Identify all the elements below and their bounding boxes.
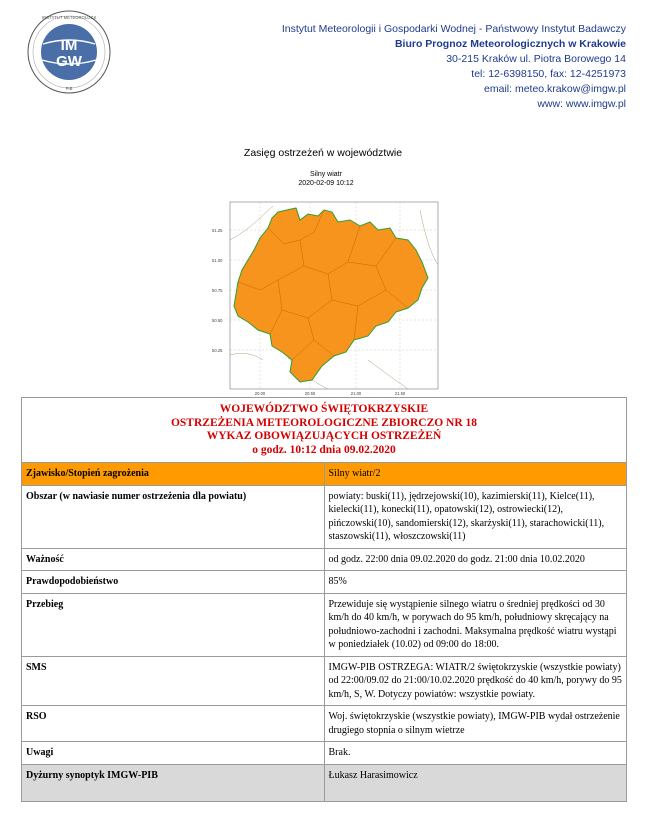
office-address: 30-215 Kraków ul. Piotra Borowego 14 [446, 53, 626, 65]
row-value: powiaty: buski(11), jędrzejowski(10), kazimierski(11), Kielce(11), kielecki(11), konecki(11), opatowski(12), ostrowiecki(12), pińczowski(10), sandomierski(12), skarżyski(11), starachowicki(11), staszowski(11), włoszczowski(11) [324, 485, 627, 548]
table-row [22, 463, 627, 486]
row-label: Dyżurny synoptyk IMGW-PIB [22, 764, 325, 801]
row-value: Przewiduje się wystąpienie silnego wiatru o średniej prędkości od 30 km/h do 40 km/h, w porywach do 95 km/h, południowy skręcający na południowo-zachodni i zachodni. Maksymalna prędkość wiatru wystąpi w poniedziałek (10.02) od 09:00 do 18:00. [324, 593, 627, 656]
row-value: od godz. 22:00 dnia 09.02.2020 do godz. 21:00 dnia 10.02.2020 [324, 548, 627, 571]
table-row [22, 485, 627, 548]
map-y-tick: 50.75 [212, 288, 223, 293]
map-y-tick: 51.00 [212, 258, 223, 263]
map-x-tick: 21.00 [350, 391, 362, 396]
row-value: Woj. świętokrzyskie (wszystkie powiaty), IMGW-PIB wydał ostrzeżenie drugiego stopnia o silnym wietrze [324, 706, 627, 742]
svg-text:GW: GW [56, 53, 82, 70]
warning-subtitle: WYKAZ OBOWIĄZUJĄCYCH OSTRZEŻEŃ [206, 430, 442, 442]
row-value: Łukasz Harasimowicz [324, 764, 627, 801]
row-value: Silny wiatr/2 [324, 463, 627, 486]
map-y-tick: 50.50 [212, 318, 223, 323]
row-label: Przebieg [22, 593, 325, 656]
map-graphic [208, 170, 444, 396]
row-label: Prawdopodobieństwo [22, 571, 325, 594]
row-value: 85% [324, 571, 627, 594]
warning-header-cell [22, 398, 627, 463]
table-row [22, 593, 627, 656]
table-row [22, 656, 627, 706]
row-label: Zjawisko/Stopień zagrożenia [22, 463, 325, 486]
map-y-ticks [212, 228, 223, 353]
svg-text:PIB: PIB [65, 86, 73, 91]
map-y-tick: 51.25 [212, 228, 223, 233]
office-name: Biuro Prognoz Meteorologicznych w Krakowie [394, 38, 626, 50]
table-row [22, 764, 627, 801]
institute-header [282, 22, 626, 112]
svg-text:IM: IM [60, 37, 78, 54]
row-value: Brak. [324, 742, 627, 765]
table-row [22, 548, 627, 571]
row-label: Uwagi [22, 742, 325, 765]
warning-title: OSTRZEŻENIA METEOROLOGICZNE ZBIORCZO NR 18 [170, 416, 478, 429]
warning-header-row [22, 398, 627, 463]
table-row [22, 571, 627, 594]
section-title: Zasięg ostrzeżeń w województwie [243, 147, 403, 159]
imgw-logo-graphic [27, 10, 111, 94]
row-label: SMS [22, 656, 325, 706]
imgw-logo [27, 10, 111, 94]
warning-time: o godz. 10:12 dnia 09.02.2020 [252, 443, 396, 456]
map-datetime: 2020-02-09 10:12 [298, 180, 354, 187]
map-x-tick: 20.00 [254, 391, 266, 396]
row-label: Ważność [22, 548, 325, 571]
svg-text:INSTYTUT METEOROLOGII: INSTYTUT METEOROLOGII [42, 15, 96, 20]
row-label: RSO [22, 706, 325, 742]
office-phone: tel: 12-6398150, fax: 12-4251973 [471, 68, 626, 80]
office-email[interactable]: email: meteo.krakow@imgw.pl [484, 83, 626, 95]
map-x-tick: 21.50 [394, 391, 406, 396]
map-x-tick: 20.50 [304, 391, 316, 396]
table-row [22, 742, 627, 765]
warning-table [21, 397, 627, 802]
office-www[interactable]: www: www.imgw.pl [537, 98, 626, 110]
map-x-ticks [255, 391, 406, 396]
row-label: Obszar (w nawiasie numer ostrzeżenia dla powiatu) [22, 485, 325, 548]
map-title: Silny wiatr [310, 171, 342, 178]
row-value: IMGW-PIB OSTRZEGA: WIATR/2 świętokrzyskie (wszystkie powiaty) od 22:00/09.02 do 21:00/10.02.2020 prędkość do 40 km/h, porywy do 95 km/h, S, W. Dotyczy powiatów: wszystkie powiaty. [324, 656, 627, 706]
map-y-tick: 50.25 [212, 348, 223, 353]
institute-name: Instytut Meteorologii i Gospodarki Wodnej - Państwowy Instytut Badawczy [281, 23, 626, 35]
warning-map [208, 170, 444, 396]
voivodeship-title: WOJEWÓDZTWO ŚWIĘTOKRZYSKIE [219, 403, 429, 415]
table-row [22, 706, 627, 742]
